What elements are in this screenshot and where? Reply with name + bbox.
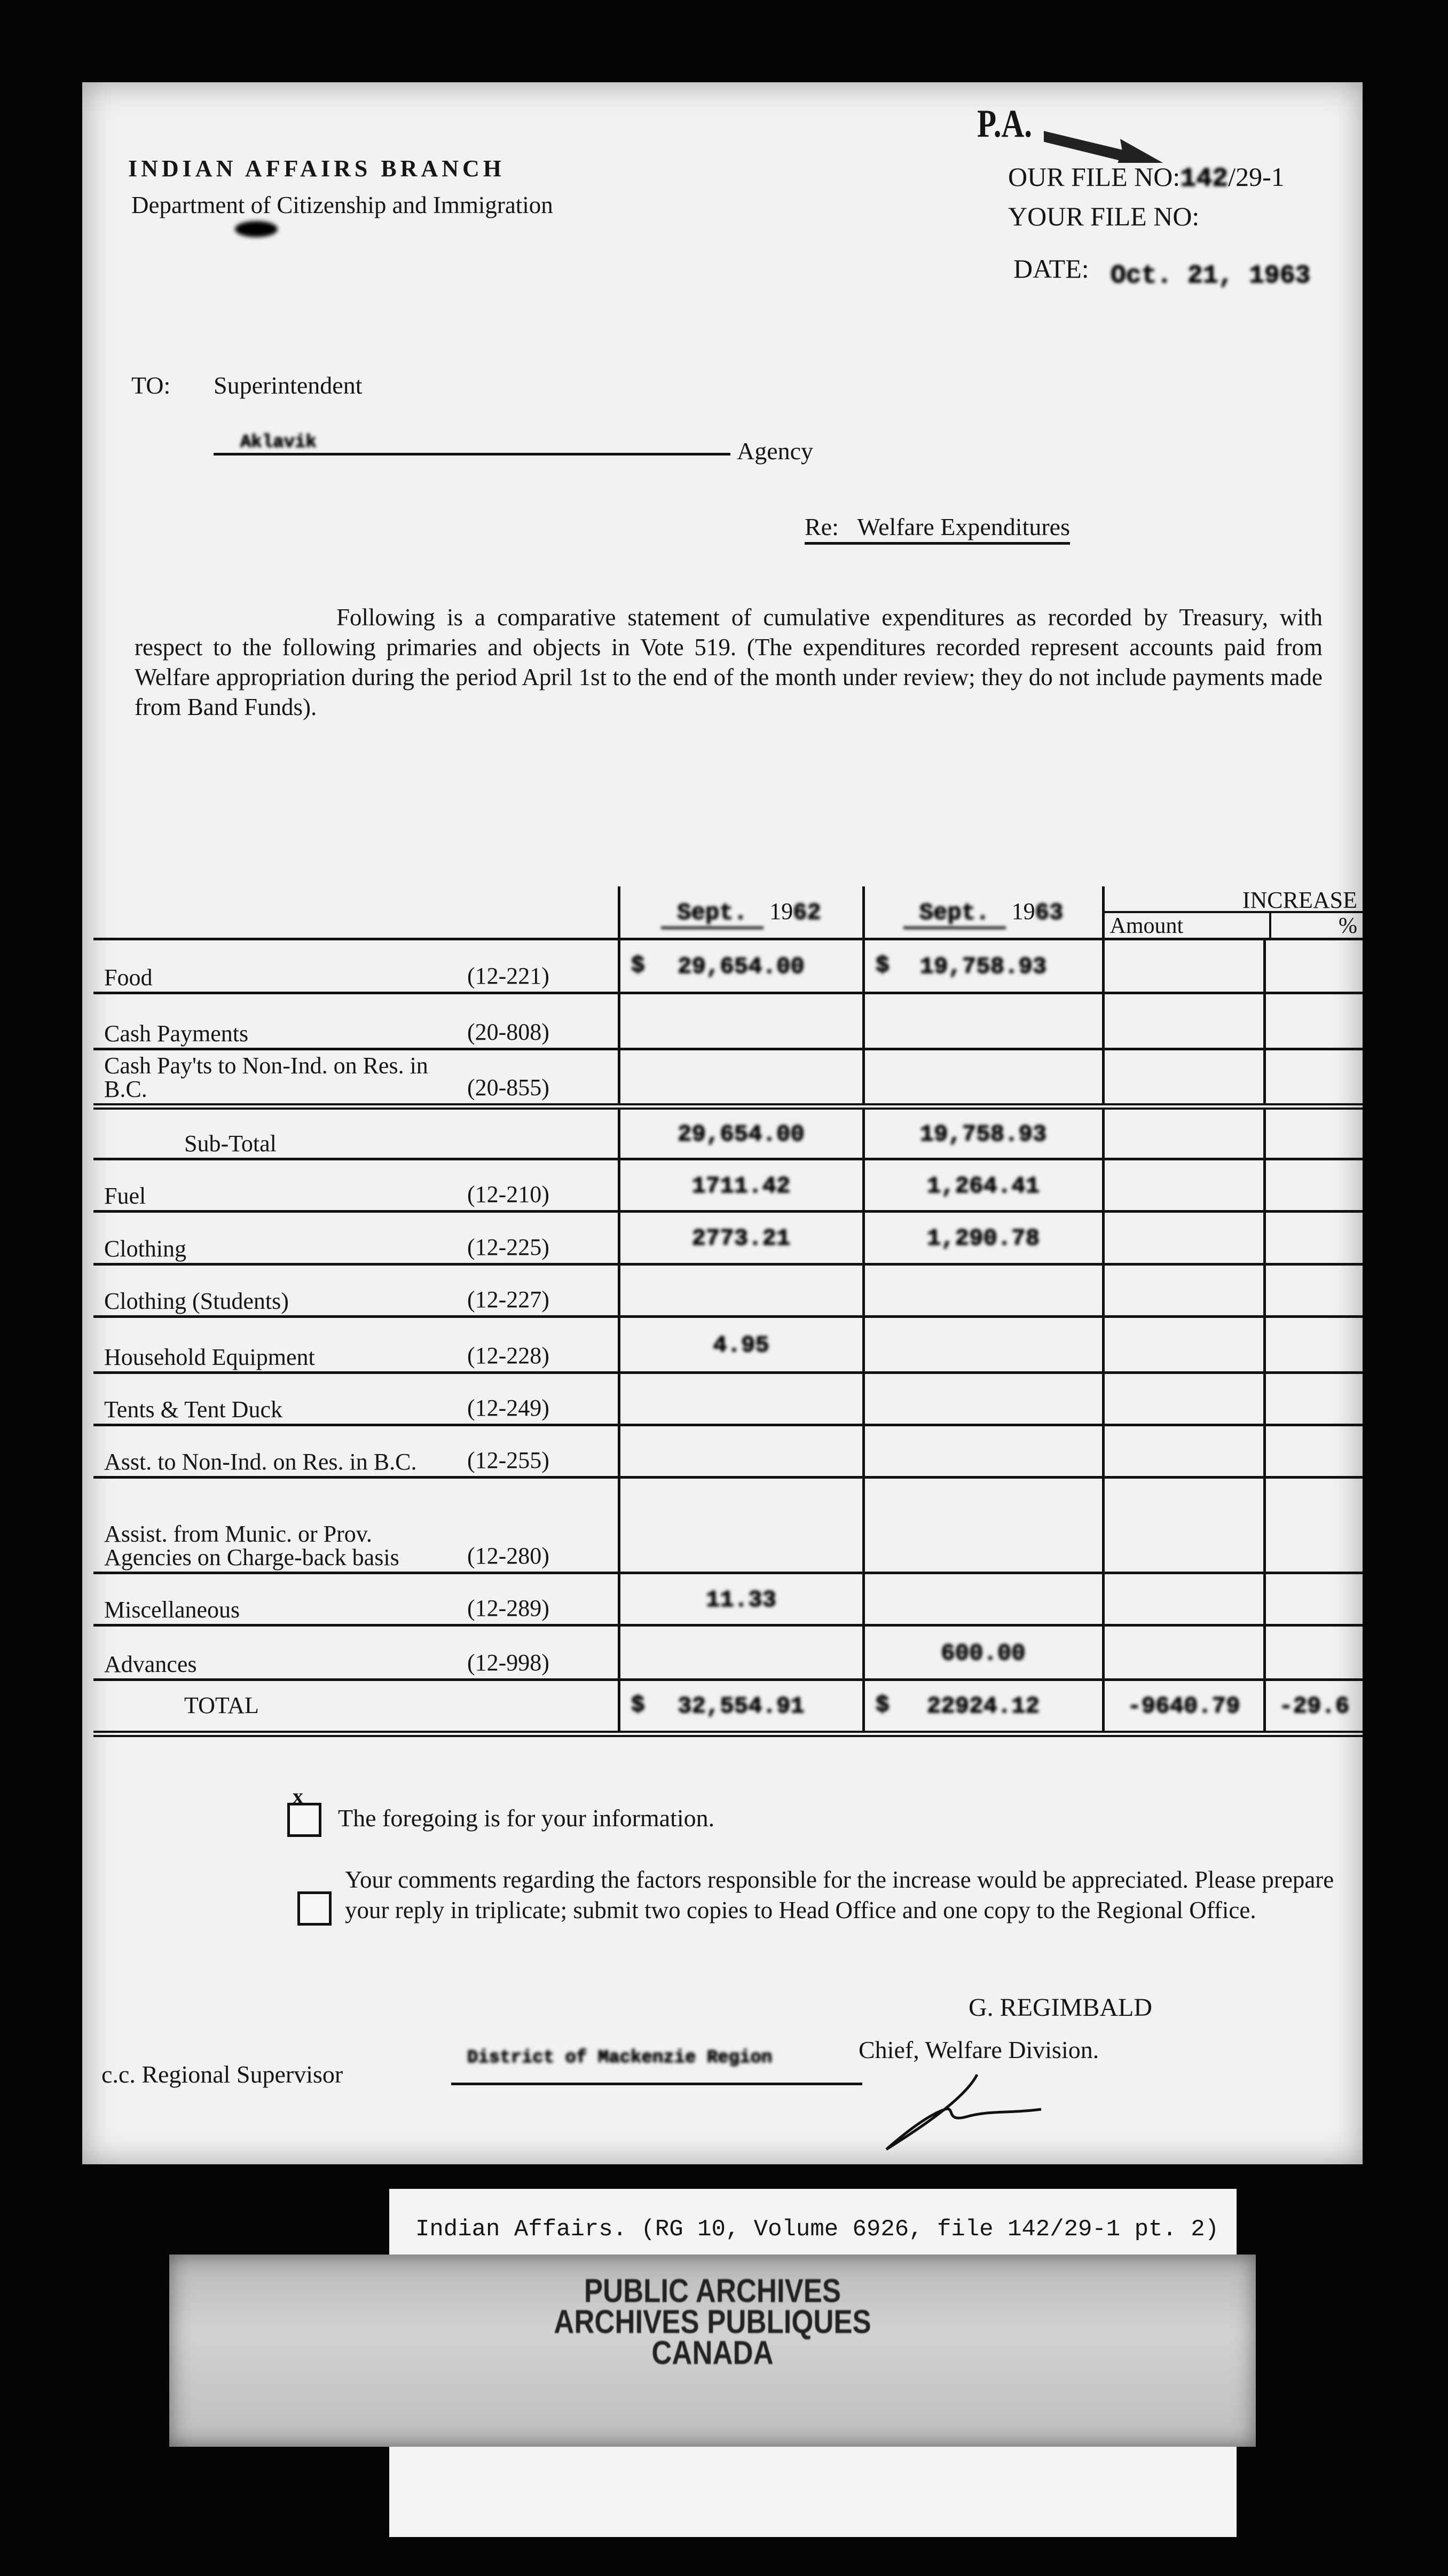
increase-amount-cell	[1103, 993, 1264, 1049]
date-value: Oct. 21, 1963	[1111, 262, 1311, 290]
row-label-cell	[93, 1212, 619, 1265]
curr-month: Sept.	[903, 900, 1006, 929]
prev-value-cell	[619, 1373, 863, 1425]
total-increase-amount: -9640.79	[1127, 1693, 1240, 1721]
prev-value-cell	[619, 1317, 863, 1373]
row-label-cell	[93, 1106, 619, 1159]
row-code: (20-808)	[467, 1019, 549, 1045]
row-code: (12-280)	[467, 1543, 549, 1569]
increase-percent-cell	[1264, 1317, 1363, 1373]
row-code: (12-255)	[467, 1447, 549, 1473]
increase-amount-cell	[1103, 1106, 1264, 1159]
total-increase-amount-cell	[1103, 1680, 1264, 1734]
increase-percent-cell	[1264, 1373, 1363, 1425]
prev-value-cell	[619, 1573, 863, 1625]
row-code: (12-249)	[467, 1395, 549, 1421]
our-file-suffix: /29-1	[1228, 162, 1285, 192]
curr-value: 19,758.93	[919, 1121, 1047, 1148]
total-curr-cell	[863, 1680, 1103, 1734]
increase-percent-cell	[1264, 1625, 1363, 1680]
curr-value-cell	[863, 1573, 1103, 1625]
archive-reference: Indian Affairs. (RG 10, Volume 6926, file 142/29-1 pt. 2)	[415, 2216, 1219, 2243]
total-increase-percent-cell	[1264, 1680, 1363, 1734]
row-label: Sub-Total	[184, 1130, 277, 1157]
row-label-cell	[93, 1373, 619, 1425]
agency-label: Agency	[737, 437, 814, 465]
row-label-cell	[93, 993, 619, 1049]
prev-year-prefix: 19	[769, 898, 793, 924]
row-label: Asst. to Non-Ind. on Res. in B.C.	[104, 1449, 417, 1475]
pa-stamp: P.A.	[977, 102, 1033, 146]
increase-amount-cell	[1103, 1573, 1264, 1625]
row-code: (12-210)	[467, 1181, 549, 1207]
row-code: (12-227)	[467, 1286, 549, 1313]
row-label: Household Equipment	[104, 1344, 315, 1370]
row-label-cell	[93, 1478, 619, 1573]
increase-amount-cell	[1103, 1373, 1264, 1425]
row-label: Advances	[104, 1651, 197, 1677]
row-label: Cash Payments	[104, 1020, 249, 1047]
comments-checkbox[interactable]	[297, 1891, 332, 1926]
dollar-sign: $	[875, 953, 890, 979]
table-row	[93, 1159, 1363, 1212]
total-prev-cell	[619, 1680, 863, 1734]
comments-checkbox-label: Your comments regarding the factors responsible for the increase would be appreciated. Please prepare your reply in triplicate; submit two copies to Head Office and one copy to the Regional Office.	[345, 1866, 1334, 1923]
curr-value: 600.00	[941, 1640, 1026, 1667]
increase-percent-cell	[1264, 1265, 1363, 1317]
re-subject: Welfare Expenditures	[857, 513, 1071, 540]
prev-value-cell	[619, 1425, 863, 1478]
expenditure-table	[93, 886, 1363, 1737]
prev-value: 4.95	[713, 1332, 769, 1359]
row-label: Clothing	[104, 1236, 187, 1262]
info-checkbox-label: The foregoing is for your information.	[338, 1804, 715, 1832]
cc-label: c.c. Regional Supervisor	[101, 2061, 343, 2088]
row-code: (20-855)	[467, 1074, 549, 1101]
table-row	[93, 1425, 1363, 1478]
archive-stamp-line3: CANADA	[651, 2335, 774, 2371]
signatory-name: G. REGIMBALD	[969, 1993, 1152, 2022]
curr-value: 1,264.41	[926, 1173, 1040, 1200]
prev-value-cell	[619, 1265, 863, 1317]
prev-value: 29,654.00	[678, 954, 805, 980]
prev-value-cell	[619, 1049, 863, 1106]
agency-underline	[214, 453, 730, 455]
increase-amount-cell	[1103, 1478, 1264, 1573]
increase-amount-cell	[1103, 1049, 1264, 1106]
table-row	[93, 1373, 1363, 1425]
increase-percent-cell	[1264, 1106, 1363, 1159]
table-row	[93, 1106, 1363, 1159]
percent-header: %	[1269, 913, 1363, 938]
total-label-cell	[93, 1680, 619, 1734]
curr-year: 63	[1035, 900, 1064, 926]
row-label: Food	[104, 964, 153, 991]
dollar-sign: $	[631, 953, 645, 979]
our-file-no	[1008, 161, 1285, 194]
table-row	[93, 1265, 1363, 1317]
curr-value-cell	[863, 1159, 1103, 1212]
increase-amount-cell	[1103, 1212, 1264, 1265]
prev-value: 2773.21	[691, 1226, 791, 1252]
row-code: (12-225)	[467, 1234, 549, 1260]
row-label: Cash Pay'ts to Non-Ind. on Res. in B.C.	[104, 1052, 428, 1102]
table-row	[93, 1317, 1363, 1373]
agency-name: Aklavik	[240, 433, 317, 453]
to-label: TO:	[131, 372, 171, 399]
increase-amount-cell	[1103, 1159, 1264, 1212]
curr-value-cell	[863, 1317, 1103, 1373]
curr-value-cell	[863, 1212, 1103, 1265]
row-code: (12-998)	[467, 1650, 549, 1676]
cc-underline	[451, 2083, 862, 2085]
curr-value-cell	[863, 1265, 1103, 1317]
increase-percent-cell	[1264, 1212, 1363, 1265]
curr-value-cell	[863, 1106, 1103, 1159]
table-row	[93, 1478, 1363, 1573]
curr-value: 1,290.78	[926, 1226, 1040, 1252]
prev-value-cell	[619, 1478, 863, 1573]
dollar-sign: $	[631, 1692, 645, 1719]
row-label: Tents & Tent Duck	[104, 1396, 282, 1423]
prev-value-cell	[619, 1625, 863, 1680]
prev-value: 29,654.00	[678, 1121, 805, 1148]
prev-value-cell	[619, 1106, 863, 1159]
increase-percent-cell	[1264, 1425, 1363, 1478]
archive-stamp-line1: PUBLIC ARCHIVES	[584, 2273, 841, 2310]
intro-paragraph: Following is a comparative statement of cumulative expenditures as recorded by Treasury, with respect to the following primaries and objects in Vote 519. (The expenditures recorded represent accounts paid from Welfare appropriation during the period April 1st to the end of the month under review; they do not include payments made from Band Funds).	[135, 604, 1323, 720]
curr-value-cell	[863, 1478, 1103, 1573]
archive-stamp-line2: ARCHIVES PUBLIQUES	[554, 2304, 871, 2341]
checkbox-mark: x	[293, 1784, 303, 1808]
total-increase-percent: -29.6	[1279, 1693, 1350, 1721]
archive-tape	[169, 2255, 1256, 2447]
dollar-sign: $	[875, 1692, 890, 1719]
row-label: Assist. from Munic. or Prov. Agencies on Charge-back basis	[104, 1521, 399, 1570]
prev-value-cell	[619, 1159, 863, 1212]
prev-value-cell	[619, 939, 863, 993]
increase-amount-cell	[1103, 1265, 1264, 1317]
recipient: Superintendent	[214, 372, 363, 399]
handwritten-signature-icon	[870, 2072, 1052, 2152]
curr-period-header	[863, 886, 1103, 939]
increase-percent-cell	[1264, 1049, 1363, 1106]
department-name: Department of Citizenship and Immigration	[131, 192, 553, 218]
row-label-cell	[93, 1573, 619, 1625]
our-file-label: OUR FILE NO:	[1008, 162, 1181, 192]
arrow-stamp-icon	[1044, 120, 1177, 163]
increase-amount-cell	[1103, 1317, 1264, 1373]
prev-year: 62	[793, 900, 821, 926]
re-line	[805, 513, 1070, 545]
curr-value-cell	[863, 993, 1103, 1049]
increase-percent-cell	[1264, 1573, 1363, 1625]
increase-amount-cell	[1103, 1425, 1264, 1478]
cc-value: District of Mackenzie Region	[467, 2048, 773, 2068]
total-label: TOTAL	[184, 1692, 259, 1719]
re-label: Re:	[805, 513, 839, 540]
curr-year-prefix: 19	[1011, 898, 1035, 924]
amount-header: Amount	[1109, 914, 1184, 938]
row-label: Fuel	[104, 1183, 146, 1209]
table-header-row	[93, 886, 1363, 939]
increase-header	[1103, 886, 1363, 939]
increase-amount-cell	[1103, 1625, 1264, 1680]
date-label: DATE:	[1013, 254, 1089, 284]
row-code: (12-228)	[467, 1342, 549, 1369]
row-label-cell	[93, 1425, 619, 1478]
increase-percent-cell	[1264, 1478, 1363, 1573]
increase-percent-cell	[1264, 1159, 1363, 1212]
increase-percent-cell	[1264, 939, 1363, 993]
row-label: Clothing (Students)	[104, 1288, 289, 1314]
signatory-title: Chief, Welfare Division.	[859, 2036, 1099, 2063]
our-file-redacted: 142	[1180, 164, 1229, 194]
curr-value: 19,758.93	[919, 954, 1047, 980]
increase-percent-cell	[1264, 993, 1363, 1049]
branch-title: INDIAN AFFAIRS BRANCH	[128, 155, 506, 182]
row-label-cell	[93, 1049, 619, 1106]
row-label-cell	[93, 1625, 619, 1680]
row-label-cell	[93, 939, 619, 993]
ink-blot-icon	[235, 221, 278, 237]
row-label-cell	[93, 1265, 619, 1317]
curr-value-cell	[863, 1625, 1103, 1680]
table-row	[93, 1049, 1363, 1106]
prev-value: 1711.42	[691, 1173, 791, 1200]
table-row	[93, 1573, 1363, 1625]
prev-period-header	[619, 886, 863, 939]
total-row	[93, 1680, 1363, 1734]
row-label-cell	[93, 1159, 619, 1212]
prev-month: Sept.	[661, 900, 764, 929]
table-row	[93, 1212, 1363, 1265]
curr-value-cell	[863, 1049, 1103, 1106]
row-code: (12-289)	[467, 1595, 549, 1621]
curr-value-cell	[863, 939, 1103, 993]
prev-value-cell	[619, 993, 863, 1049]
table-row	[93, 1625, 1363, 1680]
row-code: (12-221)	[467, 963, 549, 989]
row-label: Miscellaneous	[104, 1597, 240, 1623]
prev-value-cell	[619, 1212, 863, 1265]
row-label-cell	[93, 1317, 619, 1373]
curr-value-cell	[863, 1373, 1103, 1425]
curr-value-cell	[863, 1425, 1103, 1478]
total-curr: 22924.12	[926, 1693, 1040, 1721]
table-row	[93, 993, 1363, 1049]
increase-amount-cell	[1103, 939, 1264, 993]
increase-label: INCREASE	[1105, 886, 1363, 913]
total-prev: 32,554.91	[678, 1693, 805, 1721]
prev-value: 11.33	[705, 1587, 777, 1614]
table-row	[93, 939, 1363, 993]
your-file-label: YOUR FILE NO:	[1008, 201, 1200, 231]
